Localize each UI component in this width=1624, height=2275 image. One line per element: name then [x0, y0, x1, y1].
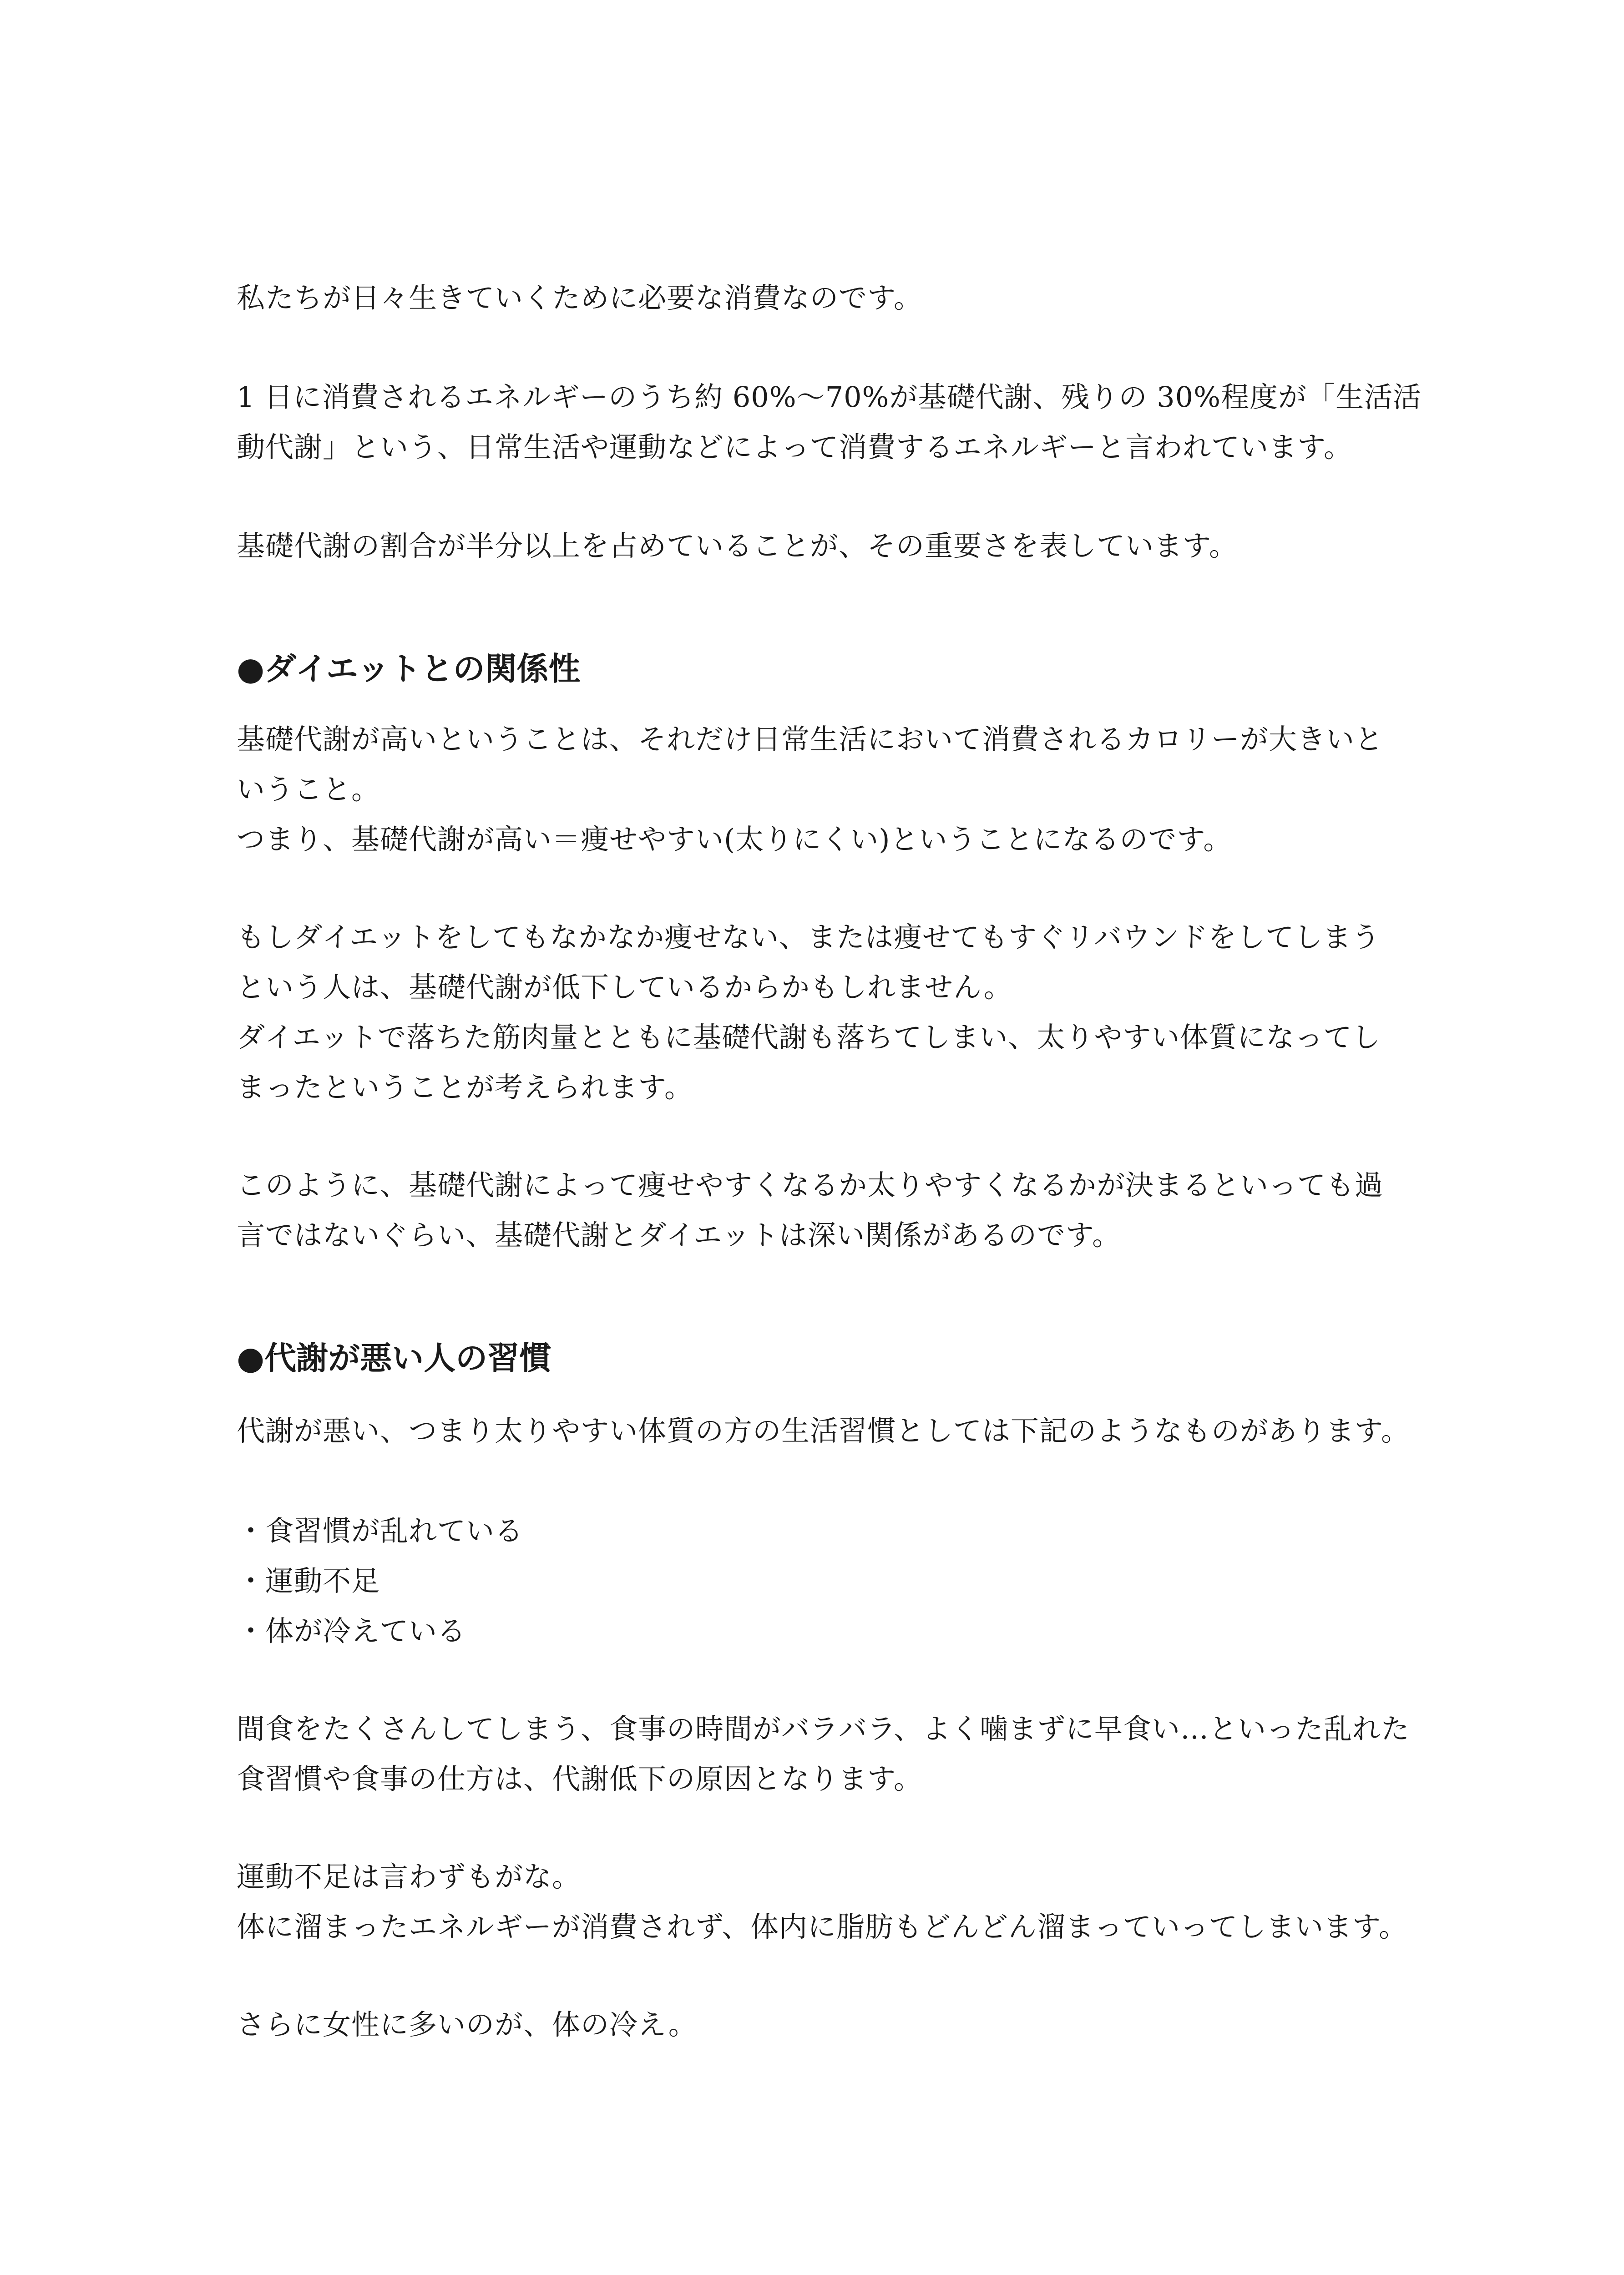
section-heading-habits — [237, 1333, 1429, 1383]
text-line: 間食をたくさんしてしまう、食事の時間がバラバラ、よく噛まずに早食い…といった乱れた — [237, 1712, 1410, 1745]
list-item: ・食習慣が乱れている — [237, 1514, 524, 1547]
paragraph-conclusion — [237, 1160, 1429, 1260]
paragraph-exercise — [237, 1852, 1429, 1952]
heading-diet-relation: ●ダイエットとの関係性 — [237, 650, 581, 688]
text-line: 基礎代謝の割合が半分以上を占めていることが、その重要さを表しています。 — [237, 529, 1238, 562]
text-line: つまり、基礎代謝が高い＝痩せやすい(太りにくい)ということになるのです。 — [237, 823, 1232, 856]
paragraph-high-metabolism — [237, 714, 1429, 864]
section-heading-diet — [237, 644, 1429, 694]
paragraph-cold-body — [237, 2000, 1429, 2050]
text-line: さらに女性に多いのが、体の冷え。 — [237, 2008, 697, 2041]
paragraph-intro — [237, 273, 1429, 323]
list-item: ・運動不足 — [237, 1564, 380, 1598]
paragraph-importance — [237, 521, 1429, 571]
text-line: 言ではないぐらい、基礎代謝とダイエットは深い関係があるのです。 — [237, 1218, 1121, 1252]
text-line: 食習慣や食事の仕方は、代謝低下の原因となります。 — [237, 1762, 923, 1795]
paragraph-habits-intro — [237, 1406, 1429, 1456]
text-line: 代謝が悪い、つまり太りやすい体質の方の生活習慣としては下記のようなものがあります。 — [237, 1414, 1410, 1447]
text-line: 私たちが日々生きていくために必要な消費なのです。 — [237, 281, 923, 314]
paragraph-energy-ratio — [237, 372, 1429, 472]
habit-list — [237, 1506, 1429, 1656]
text-line: このように、基礎代謝によって痩せやすくなるか太りやすくなるかが決まるといっても過 — [237, 1168, 1384, 1202]
text-line: もしダイエットをしてもなかなか痩せない、または痩せてもすぐリバウンドをしてしまう — [237, 920, 1381, 954]
text-line: まったということが考えられます。 — [237, 1071, 693, 1104]
text-line: いうこと。 — [237, 773, 380, 806]
text-line: ダイエットで落ちた筋肉量とともに基礎代謝も落ちてしまい、太りやすい体質になってし — [237, 1021, 1381, 1054]
paragraph-eating-habits — [237, 1704, 1429, 1804]
list-item: ・体が冷えている — [237, 1614, 466, 1648]
text-line: 体に溜まったエネルギーが消費されず、体内に脂肪もどんどん溜まっていってしまいます。 — [237, 1910, 1408, 1943]
text-line: 運動不足は言わずもがな。 — [237, 1860, 581, 1893]
text-line: 1 日に消費されるエネルギーのうち約 60%〜70%が基礎代謝、残りの 30%程度が「生活活 — [237, 380, 1422, 414]
paragraph-rebound — [237, 912, 1429, 1112]
heading-bad-metabolism-habits: ●代謝が悪い人の習慣 — [237, 1340, 551, 1377]
text-line: 動代謝」という、日常生活や運動などによって消費するエネルギーと言われています。 — [237, 430, 1353, 464]
text-line: という人は、基礎代謝が低下しているからかもしれません。 — [237, 971, 1012, 1004]
text-line: 基礎代謝が高いということは、それだけ日常生活において消費されるカロリーが大きいと — [237, 723, 1384, 756]
